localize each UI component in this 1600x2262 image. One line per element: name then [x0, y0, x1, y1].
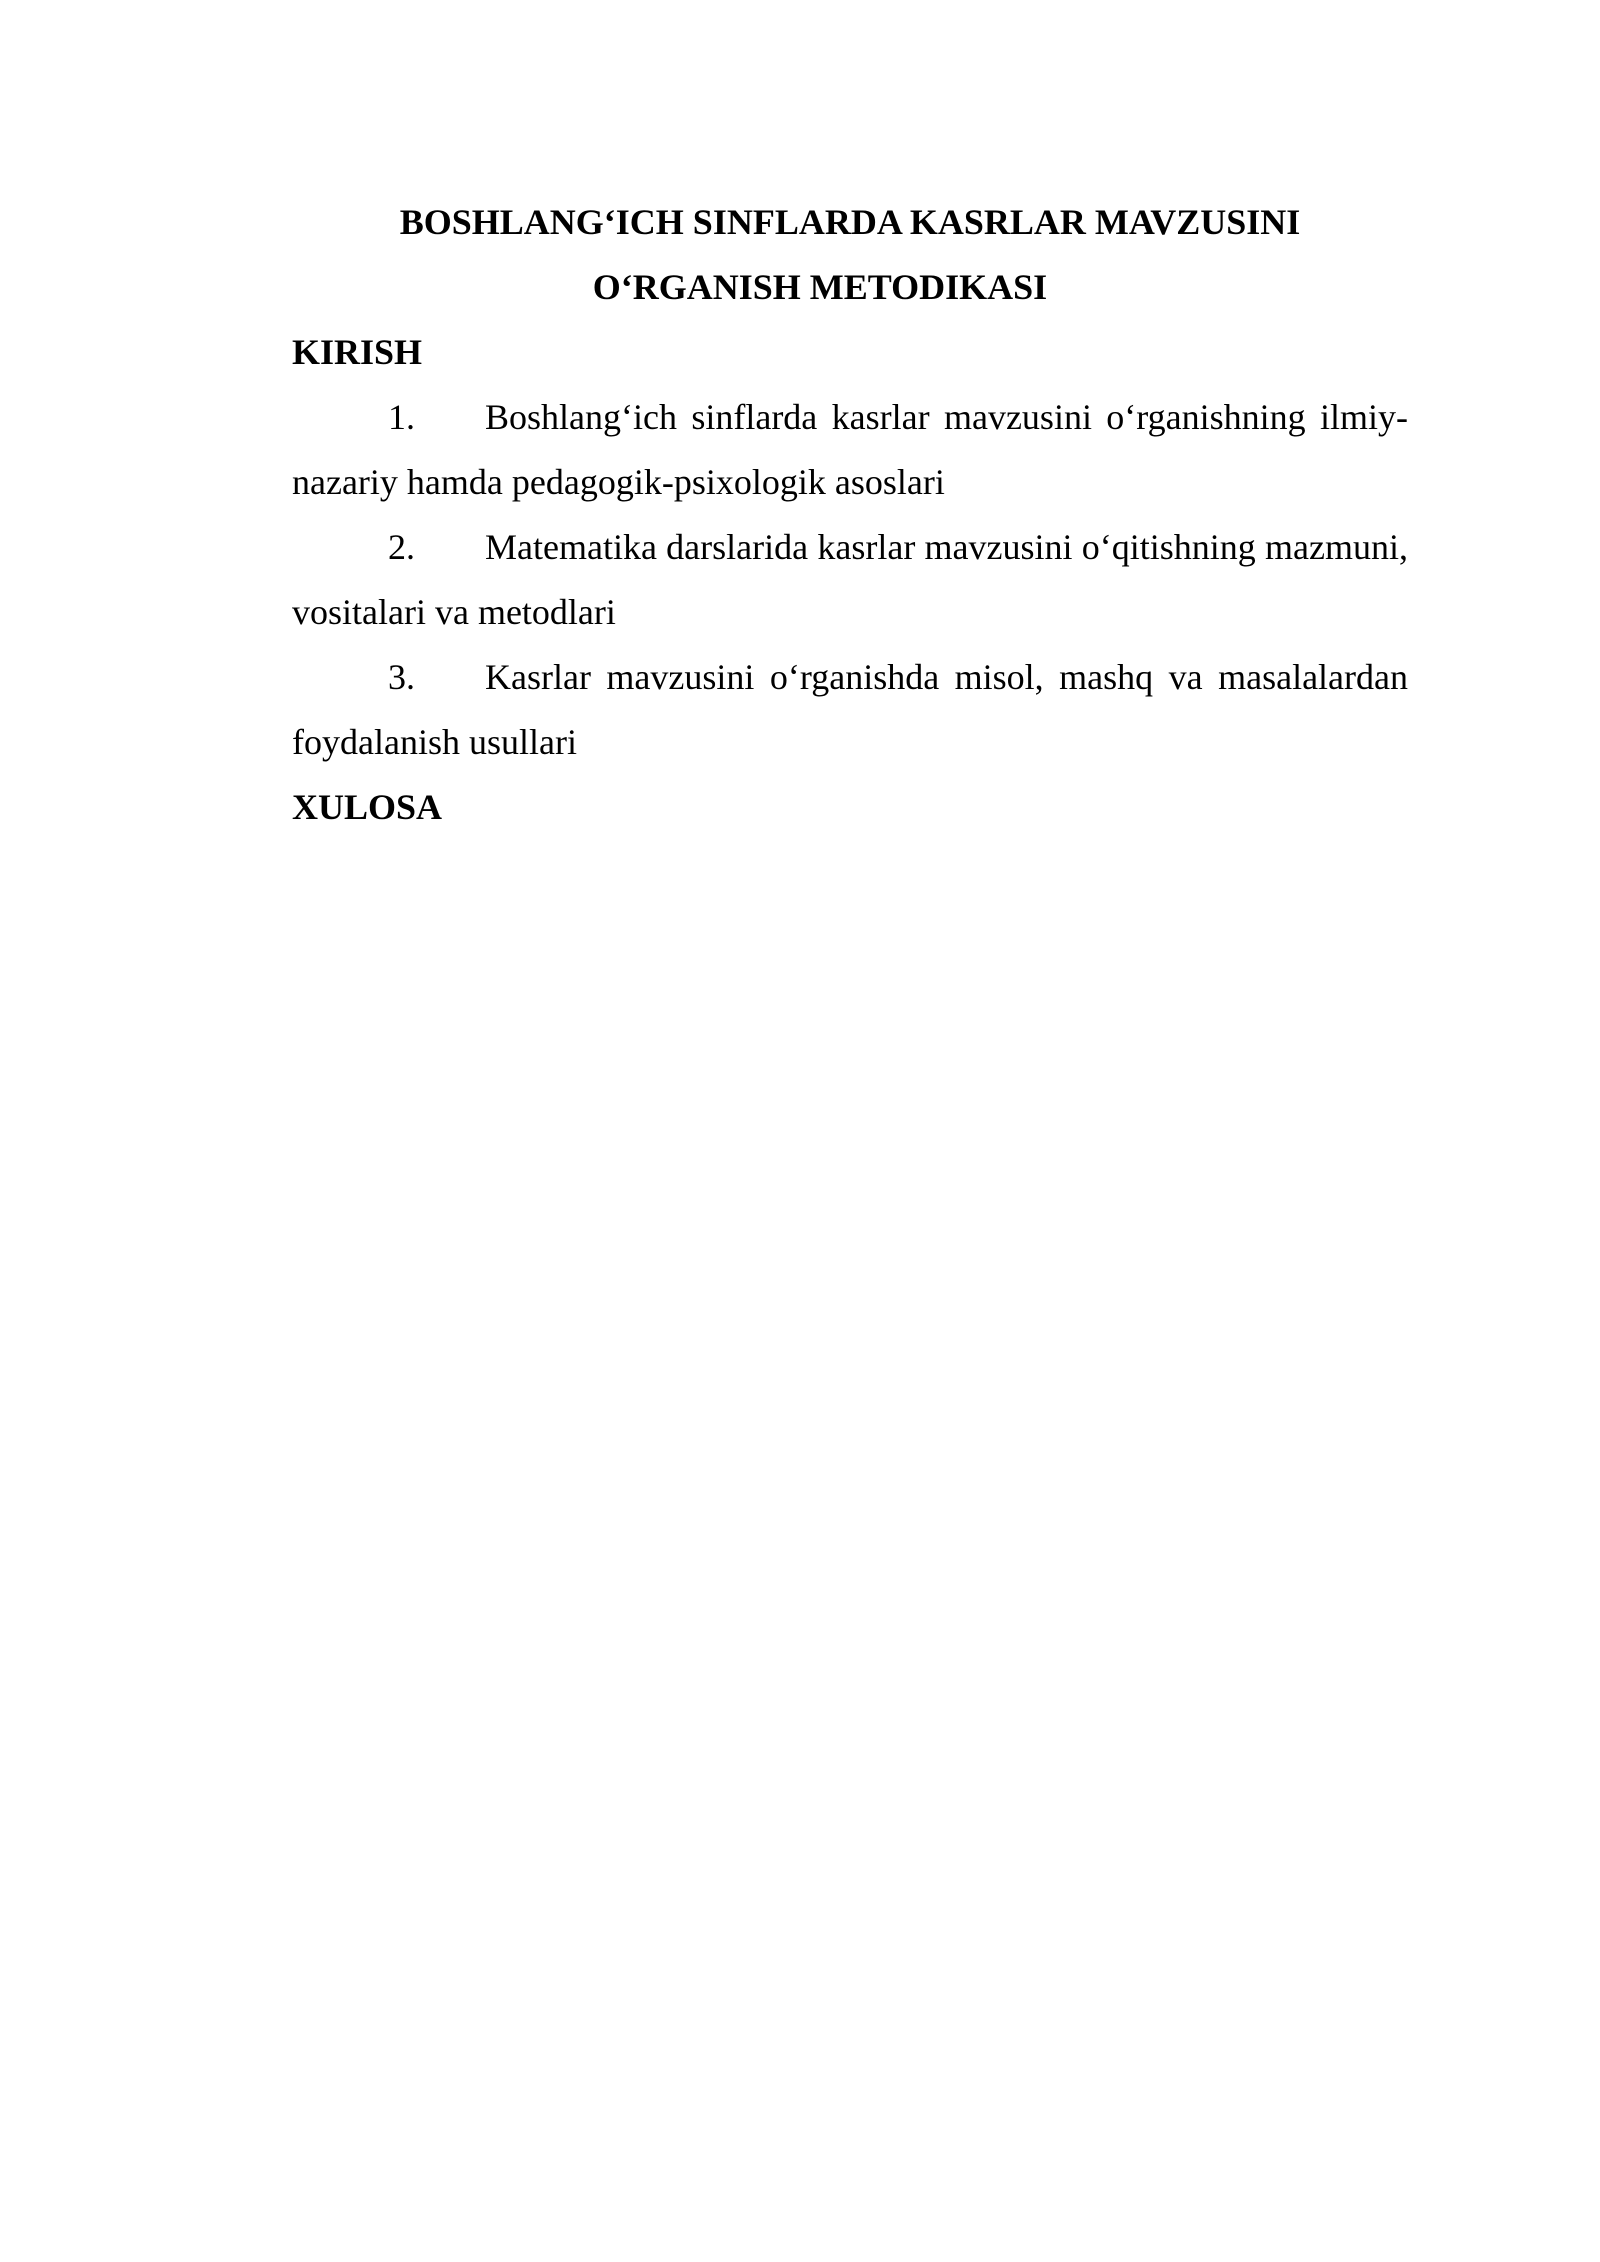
- intro-heading: KIRISH: [292, 332, 423, 372]
- toc-item-text: Matematika darslarida kasrlar mavzusini o‘qitishning mazmuni, vositalari va metodlari: [292, 527, 1408, 632]
- toc-item-text: Kasrlar mavzusini o‘rganishda misol, mashq va masalalardan foydalanish usullari: [292, 657, 1408, 762]
- toc-item-number: 2.: [388, 527, 415, 567]
- toc-item-number: 1.: [388, 397, 415, 437]
- toc-item-number: 3.: [388, 657, 415, 697]
- table-of-contents: [292, 190, 1408, 840]
- title-line-1: BOSHLANG‘ICH SINFLARDA KASRLAR MAVZUSINI: [399, 202, 1301, 242]
- toc-item-3: [292, 645, 1408, 775]
- toc-item-2: [292, 515, 1408, 645]
- document-title: [292, 190, 1408, 320]
- title-line-2: O‘RGANISH METODIKASI: [592, 267, 1048, 307]
- toc-item-text: Boshlang‘ich sinflarda kasrlar mavzusini o‘rganishning ilmiy-nazariy hamda pedagogik-psixologik asoslari: [292, 397, 1408, 502]
- toc-item-1: [292, 385, 1408, 515]
- conclusion-heading: XULOSA: [292, 787, 443, 827]
